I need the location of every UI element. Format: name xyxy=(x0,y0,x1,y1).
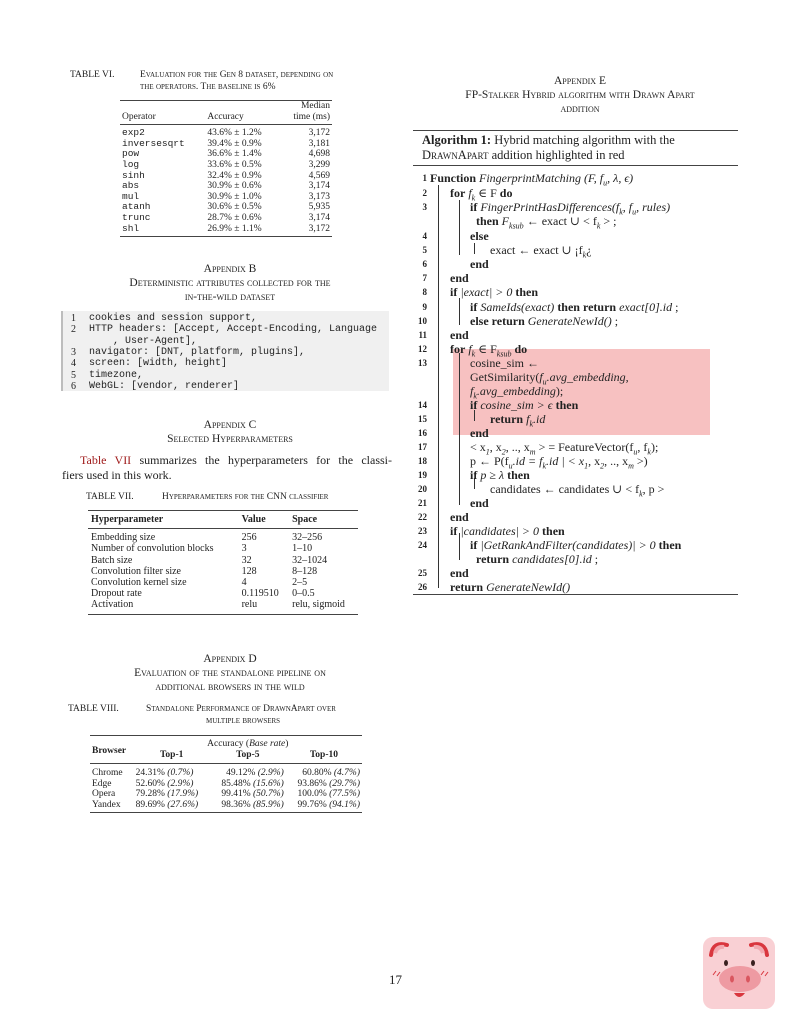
accuracy-cell: 85.48% (15.6%) xyxy=(221,778,284,789)
algorithm-line-number: 18 xyxy=(418,456,427,466)
appendix-d-title-line2: additional browsers in the wild xyxy=(155,681,305,693)
value-cell: 4 xyxy=(241,577,247,589)
table6-caption xyxy=(70,69,390,95)
algorithm-line: if $FingerPrintHasDifferences(f_k$, $f_u$, rules) xyxy=(470,200,671,217)
algorithm-caption: Algorithm 1: Hybrid matching algorithm with the DrawnApart addition highlighted in red xyxy=(422,133,675,162)
listing-code-line: navigator: [DNT, platform, plugins], xyxy=(89,346,306,358)
operator-cell: trunc xyxy=(122,211,151,223)
hyperparameter-cell: Convolution filter size xyxy=(91,565,181,577)
table6-row xyxy=(120,160,332,171)
table8-caption-line2: multiple browsers xyxy=(206,716,281,726)
algorithm-line-number: 5 xyxy=(422,245,427,255)
time-cell: 3,299 xyxy=(308,159,330,170)
algorithm-line: Function FingerprintMatching (F, $f_u$, λ, ϵ) xyxy=(430,171,634,188)
space-cell: 8–128 xyxy=(292,565,318,577)
listing-code-line: WebGL: [vendor, renderer] xyxy=(89,380,240,392)
algorithm-line: return GenerateNewId() xyxy=(450,580,571,594)
accuracy-cell: 99.41% (50.7%) xyxy=(221,789,284,799)
code-listing xyxy=(61,311,389,391)
algorithm-line-number: 23 xyxy=(418,526,427,536)
table8 xyxy=(90,735,362,813)
algorithm-line-number: 21 xyxy=(418,498,427,508)
algorithm-line-number: 4 xyxy=(422,231,427,241)
value-cell: 256 xyxy=(241,532,257,544)
table8-row xyxy=(90,768,362,779)
algorithm-line-number: 8 xyxy=(422,287,427,297)
appendix-b-title-line2: in-the-wild dataset xyxy=(184,291,276,303)
accuracy-cell: 24.31% (0.7%) xyxy=(135,768,194,778)
table8-header-top10: Top-10 xyxy=(309,749,339,760)
accuracy-cell: 98.36% (85.9%) xyxy=(221,799,284,810)
accuracy-cell: 30.9% ± 0.6% xyxy=(207,181,262,192)
table6-row xyxy=(120,181,332,192)
algorithm-bottom-rule xyxy=(413,594,738,595)
algorithm-line: if |candidates| > 0 then xyxy=(450,524,565,538)
listing-code-line: screen: [width, height] xyxy=(89,358,228,370)
table6-caption-line1: Evaluation for the Gen 8 dataset, depending on xyxy=(140,70,334,80)
pig-face-icon xyxy=(703,937,775,1009)
algorithm-line: end xyxy=(450,328,469,342)
listing-line-number: 4 xyxy=(71,358,76,370)
algorithm-line: $GetSimilarity(f_u.avg\_embedding$, xyxy=(470,370,629,387)
table8-row xyxy=(90,779,362,790)
listing-line-number: 1 xyxy=(71,313,76,324)
value-cell: 0.119510 xyxy=(241,588,279,600)
accuracy-cell: 26.9% ± 1.1% xyxy=(207,223,262,234)
space-cell: 32–256 xyxy=(292,532,323,544)
hyperparameter-cell: Activation xyxy=(91,599,134,611)
table7-row xyxy=(88,577,358,588)
algorithm-line: else return GenerateNewId() ; xyxy=(470,314,619,328)
table6-row xyxy=(120,192,332,203)
algorithm-line: if |exact| > 0 then xyxy=(450,285,539,299)
appendix-e-title-line2: addition xyxy=(560,103,600,115)
table7-header-space: Space xyxy=(292,514,318,525)
listing-line-number: 2 xyxy=(71,324,76,336)
table8-row xyxy=(90,789,362,800)
table7-row xyxy=(88,588,358,599)
listing-code-line: HTTP headers: [Accept, Accept-Encoding, Language xyxy=(89,324,378,336)
block-bar-for12 xyxy=(459,353,460,505)
algorithm-line-number: 13 xyxy=(418,358,427,368)
table7-row xyxy=(88,566,358,577)
hyperparameter-cell: Dropout rate xyxy=(91,588,142,600)
table6-caption-line2: the operators. The baseline is 6% xyxy=(140,82,276,92)
table7-caption-text: Hyperparameters for the CNN classifier xyxy=(162,492,329,502)
operator-cell: inversesqrt xyxy=(122,137,185,149)
table8-header-top5: Top-5 xyxy=(236,749,260,760)
appendix-d-title-line1: Evaluation of the standalone pipeline on xyxy=(134,667,326,679)
browser-cell: Chrome xyxy=(92,768,123,778)
space-cell: relu, sigmoid xyxy=(292,599,345,611)
algorithm-line: for $f_k$ ∈ F do xyxy=(450,186,513,203)
space-cell: 0–0.5 xyxy=(292,588,315,600)
value-cell: 128 xyxy=(241,565,257,577)
accuracy-cell: 39.4% ± 0.9% xyxy=(207,138,262,149)
algorithm-line: end xyxy=(470,257,489,271)
algorithm-line-number: 22 xyxy=(418,512,427,522)
paragraph-line2: fiers used in this work. xyxy=(62,468,172,482)
time-cell: 3,174 xyxy=(308,212,330,223)
appendix-e-title-line1: FP-Stalker Hybrid algorithm with Drawn Apart xyxy=(465,89,695,101)
value-cell: 3 xyxy=(241,543,247,555)
algorithm-line: end xyxy=(450,566,469,580)
table6-row xyxy=(120,171,332,182)
algorithm-line: else xyxy=(470,229,489,243)
time-cell: 3,174 xyxy=(308,181,330,192)
algorithm-line: if SameIds(exact) then return exact[0].id ; xyxy=(470,300,679,314)
appendix-b-heading: Appendix B xyxy=(203,263,257,275)
algorithm-line: if cosine_sim > ϵ then xyxy=(470,398,579,412)
page-number: 17 xyxy=(389,972,402,987)
algorithm-line-number: 3 xyxy=(422,202,427,212)
algorithm-line: for $f_k$ ∈ $F_{ksub}$ do xyxy=(450,342,528,359)
operator-cell: pow xyxy=(122,148,140,160)
time-cell: 3,173 xyxy=(308,191,330,202)
table7-row xyxy=(88,599,358,610)
table7-row xyxy=(88,532,358,543)
table8-row xyxy=(90,800,362,811)
browser-cell: Edge xyxy=(92,778,112,789)
table7-row xyxy=(88,555,358,566)
algorithm-line: end xyxy=(450,271,469,285)
algorithm-line-number: 11 xyxy=(418,330,427,340)
algorithm-line-number: 25 xyxy=(418,568,427,578)
table6-row xyxy=(120,202,332,213)
algorithm-line: if |GetRankAndFilter(candidates)| > 0 then xyxy=(470,538,682,552)
algorithm-top-rule xyxy=(413,130,738,131)
accuracy-cell: 30.9% ± 1.0% xyxy=(207,191,262,202)
table7-label: TABLE VII. xyxy=(86,492,134,502)
accuracy-cell: 49.12% (2.9%) xyxy=(226,768,284,778)
accuracy-cell: 60.80% (4.7%) xyxy=(302,768,360,778)
algorithm-line: return $f_k.id$ xyxy=(490,412,546,429)
algorithm-line: then $F_{ksub}$ ← exact ∪ < $f_k$ > ; xyxy=(476,214,617,231)
algorithm-line: end xyxy=(450,510,469,524)
listing-code-line: cookies and session support, xyxy=(89,313,258,324)
table6 xyxy=(120,100,332,237)
operator-cell: exp2 xyxy=(122,127,145,139)
algorithm-line-number: 24 xyxy=(418,540,427,550)
table7-header-hyperparameter: Hyperparameter xyxy=(91,514,164,525)
algorithm-line: exact ← exact ∪ ¡$f_k¿$ xyxy=(490,243,592,260)
table6-header-operator: Operator xyxy=(122,111,156,122)
table8-caption xyxy=(68,703,388,729)
paragraph-text: summarizes the hyperparameters for the classi- xyxy=(131,453,392,467)
algorithm-line: < $x_1$, $x_2$, .., $x_m$ > = $FeatureVector(f_u$, $f_k$); xyxy=(470,440,659,457)
listing-code-line: timezone, xyxy=(89,369,144,381)
accuracy-cell: 89.69% (27.6%) xyxy=(135,799,199,810)
algorithm-line: $f_k.avg\_embedding$); xyxy=(470,384,564,401)
table7-row xyxy=(88,543,358,554)
block-bar-else1 xyxy=(474,243,475,254)
table8-header-top1: Top-1 xyxy=(159,749,184,760)
algorithm-line: p ← $P(f_u.id = f_k.id$ | < $x_1$, $x_2$, .., $x_m$ >) xyxy=(470,454,648,471)
accuracy-cell: 52.60% (2.9%) xyxy=(135,778,194,789)
operator-cell: log xyxy=(122,158,140,170)
algorithm-line-number: 6 xyxy=(422,259,427,269)
table7-header-value: Value xyxy=(241,514,266,525)
algorithm-line: candidates ← candidates ∪ < $f_k$, p > xyxy=(490,482,665,499)
algorithm-line: end xyxy=(470,496,489,510)
appendix-c-title: Selected Hyperparameters xyxy=(167,433,293,445)
listing-line-number: 6 xyxy=(71,380,76,392)
accuracy-cell: 32.4% ± 0.9% xyxy=(207,170,262,181)
algorithm-line-number: 14 xyxy=(418,400,427,410)
appendix-b-title-line1: Deterministic attributes collected for the xyxy=(129,277,331,289)
table8-header-group: Accuracy (Base rate) xyxy=(207,739,289,749)
algorithm-line-number: 17 xyxy=(418,442,427,452)
accuracy-cell: 93.86% (29.7%) xyxy=(297,778,360,789)
algorithm-line-number: 26 xyxy=(418,582,427,592)
algorithm-line-number: 9 xyxy=(422,302,427,312)
space-cell: 2–5 xyxy=(292,577,308,589)
value-cell: 32 xyxy=(241,554,252,566)
algorithm-line-number: 19 xyxy=(418,470,427,480)
value-cell: relu xyxy=(241,599,258,611)
table6-header-median: Median time (ms) xyxy=(293,101,330,122)
algorithm-line: cosine_sim ← xyxy=(470,356,539,370)
table8-caption-line1: Standalone Performance of DrawnApart over xyxy=(146,704,336,714)
algorithm-line: end xyxy=(470,426,489,440)
appendix-c-paragraph xyxy=(62,453,392,483)
accuracy-cell: 79.28% (17.9%) xyxy=(135,789,199,799)
algorithm-line-number: 16 xyxy=(418,428,427,438)
accuracy-cell: 36.6% ± 1.4% xyxy=(207,149,262,160)
time-cell: 3,172 xyxy=(308,128,330,139)
hyperparameter-cell: Embedding size xyxy=(91,532,156,544)
time-cell: 3,172 xyxy=(308,223,330,234)
block-bar-function xyxy=(438,185,439,588)
algorithm-line-number: 10 xyxy=(418,316,427,326)
time-cell: 5,935 xyxy=(308,202,330,213)
block-bar-for1 xyxy=(459,200,460,255)
table6-row xyxy=(120,224,332,235)
appendix-d-heading: Appendix D xyxy=(203,653,257,665)
table6-label: TABLE VI. xyxy=(70,70,115,80)
table8-label: TABLE VIII. xyxy=(68,704,119,714)
appendix-e-heading: Appendix E xyxy=(554,75,606,87)
accuracy-cell: 100.0% (77.5%) xyxy=(297,789,360,799)
time-cell: 4,698 xyxy=(308,149,330,160)
space-cell: 1–10 xyxy=(292,543,313,555)
appendix-c-heading: Appendix C xyxy=(203,419,257,431)
accuracy-cell: 43.6% ± 1.2% xyxy=(207,128,262,139)
hyperparameter-cell: Batch size xyxy=(91,554,133,566)
table6-header-accuracy: Accuracy xyxy=(207,111,244,122)
table6-row xyxy=(120,139,332,150)
algorithm-line-number: 7 xyxy=(422,273,427,283)
table7 xyxy=(88,510,358,615)
accuracy-cell: 28.7% ± 0.6% xyxy=(207,212,262,223)
operator-cell: atanh xyxy=(122,201,151,213)
operator-cell: mul xyxy=(122,190,140,202)
table7-caption xyxy=(86,491,386,503)
table6-row xyxy=(120,213,332,224)
algorithm-line-number: 20 xyxy=(418,484,427,494)
algorithm-line-number: 2 xyxy=(422,188,427,198)
time-cell: 3,181 xyxy=(308,138,330,149)
accuracy-cell: 33.6% ± 0.5% xyxy=(207,159,262,170)
operator-cell: sinh xyxy=(122,169,145,181)
listing-line-number: 5 xyxy=(71,369,76,381)
hyperparameter-cell: Number of convolution blocks xyxy=(91,543,214,555)
listing-line-number: 3 xyxy=(71,346,76,358)
algorithm-caption-rule xyxy=(413,165,738,166)
browser-cell: Yandex xyxy=(92,799,121,810)
algorithm-line: return candidates[0].id ; xyxy=(476,552,599,566)
listing-code-line: , User-Agent], xyxy=(89,335,198,347)
block-bar-if8 xyxy=(459,298,460,325)
accuracy-cell: 30.6% ± 0.5% xyxy=(207,202,262,213)
browser-cell: Opera xyxy=(92,789,116,799)
accuracy-cell: 99.76% (94.1%) xyxy=(297,799,360,810)
time-cell: 4,569 xyxy=(308,170,330,181)
operator-cell: shl xyxy=(122,222,140,234)
table6-row xyxy=(120,149,332,160)
algorithm-line: if p ≥ λ then xyxy=(470,468,530,482)
algorithm-line-number: 15 xyxy=(418,414,427,424)
space-cell: 32–1024 xyxy=(292,554,328,566)
algorithm-line-number: 1 xyxy=(422,173,427,183)
table8-header-browser: Browser xyxy=(92,745,127,756)
table-vii-link[interactable]: Table VII xyxy=(80,453,132,467)
operator-cell: abs xyxy=(122,180,140,192)
algorithm-line-number: 12 xyxy=(418,344,427,354)
hyperparameter-cell: Convolution kernel size xyxy=(91,577,187,589)
